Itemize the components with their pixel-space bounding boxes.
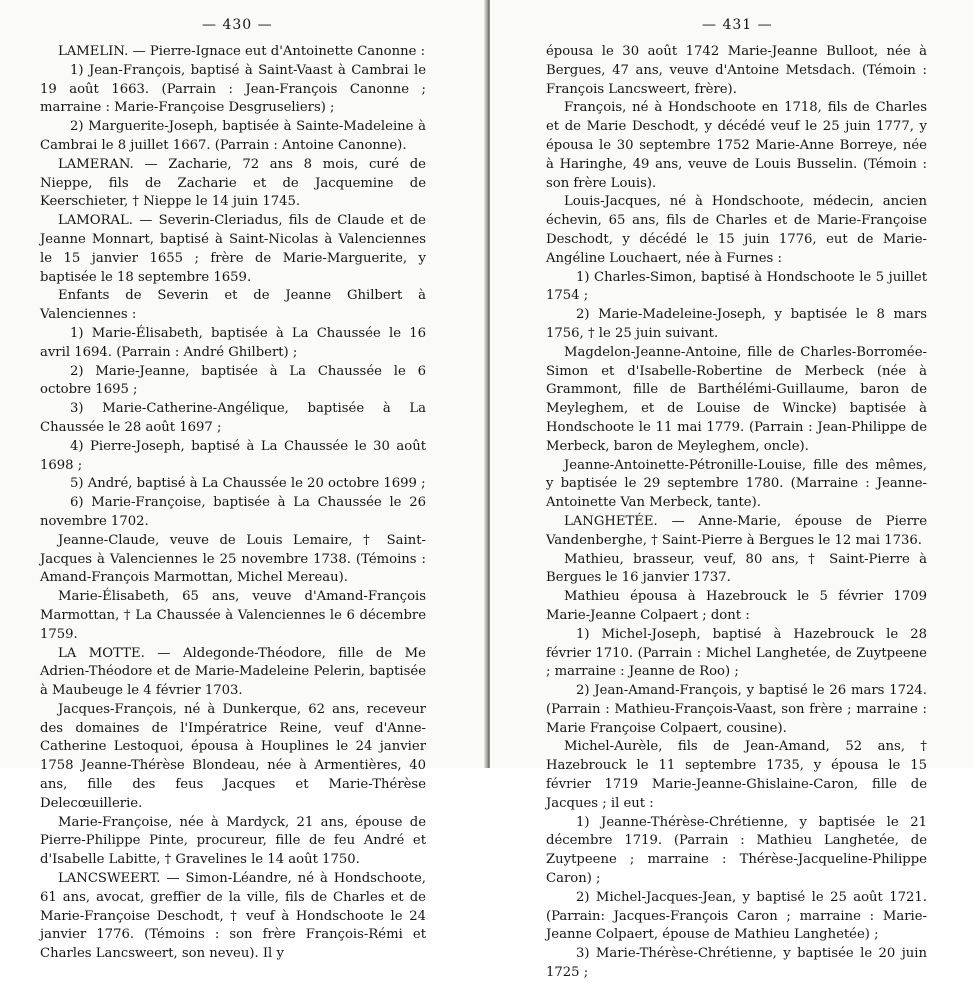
paragraph: 2) Jean-Amand-François, y baptisé le 26 mars 1724. (Parrain : Mathieu-François-Vaast, son frère ; marraine : Marie Françoise Colpaert, cousine). <box>546 683 927 736</box>
paragraph: Jeanne-Claude, veuve de Louis Lemaire, † Saint-Jacques à Valenciennes le 25 novembre 1738. (Témoins : Amand-François Marmottan, Michel Mereau). <box>40 532 426 586</box>
paragraph: 2) Marie-Jeanne, baptisée à La Chaussée le 6 octobre 1695 ; <box>40 363 426 398</box>
paragraph: Marie-Élisabeth, 65 ans, veuve d'Amand-François Marmottan, † La Chaussée à Valenciennes le 6 décembre 1759. <box>40 589 426 642</box>
paragraph: 1) Michel-Joseph, baptisé à Hazebrouck le 28 février 1710. (Parrain : Michel Langhetée, de Zuytpeene ; marraine : Jeanne de Roo) ; <box>546 626 927 680</box>
paragraph: 3) Marie-Thérèse-Chrétienne, y baptisée le 20 juin 1725 ; <box>546 946 927 981</box>
page-number: — 430 — <box>202 17 273 33</box>
paragraph: LANGHETÉE. — Anne-Marie, épouse de Pierre Vandenberghe, † Saint-Pierre à Bergues le 12 mai 1736. <box>546 513 927 548</box>
paragraph: 2) Marguerite-Joseph, baptisée à Sainte-Madeleine à Cambrai le 8 juillet 1667. (Parrain : Antoine Canonne). <box>40 119 426 153</box>
paragraph: 1) Marie-Élisabeth, baptisée à La Chaussée le 16 avril 1694. (Parrain : André Ghilbert) ; <box>40 325 426 360</box>
paragraph: 4) Pierre-Joseph, baptisé à La Chaussée le 30 août 1698 ; <box>40 438 426 473</box>
paragraph: François, né à Hondschoote en 1718, fils de Charles et de Marie Deschodt, y décédé veuf le 25 juin 1777, y épousa le 30 septembre 1752 Marie-Anne Borreye, née à Haringhe, 49 ans, veuve de Louis Busselin. (Témoin : son frère Louis). <box>546 100 927 191</box>
right-page <box>490 0 973 981</box>
paragraph: 1) Jeanne-Thérèse-Chrétienne, y baptisée le 21 décembre 1719. (Parrain : Mathieu Langhetée, de Zuytpeene ; marraine : Thérèse-Jacqueline-Philippe Caron) ; <box>546 814 927 887</box>
paragraph: LAMERAN. — Zacharie, 72 ans 8 mois, curé de Nieppe, fils de Zacharie et de Jacquemine de Keerschieter, † Nieppe le 14 juin 1745. <box>40 156 426 210</box>
paragraph: 1) Jean-François, baptisé à Saint-Vaast à Cambrai le 19 août 1663. (Parrain : Jean-François Canonne ; marraine : Marie-Françoise Desgruseliers) ; <box>40 62 426 116</box>
page-number: — 431 — <box>702 17 773 33</box>
paragraph: Louis-Jacques, né à Hondschoote, médecin, ancien échevin, 65 ans, fils de Charles et de Marie-Françoise Deschodt, y décédé le 15 juin 1776, eut de Marie-Angéline Louchaert, née à Furnes : <box>546 194 927 266</box>
paragraph: Magdelon-Jeanne-Antoine, fille de Charles-Borromée-Simon et d'Isabelle-Robertine de Merbeck (née à Grammont, fille de Barthélémi-Guillaume, baron de Meyleghem, et de Louise de Wincke) baptisée à Hondschoote le 11 mai 1779. (Parrain : Jean-Philippe de Merbeck, baron de Meyleghem, oncle). <box>546 344 927 454</box>
left-page-text <box>40 43 426 964</box>
paragraph: 3) Marie-Catherine-Angélique, baptisée à La Chaussée le 28 août 1697 ; <box>40 401 426 435</box>
paragraph: Mathieu, brasseur, veuf, 80 ans, † Saint-Pierre à Bergues le 16 janvier 1737. <box>546 551 927 586</box>
paragraph: LAMORAL. — Severin-Cleriadus, fils de Claude et de Jeanne Monnart, baptisé à Saint-Nicolas à Valenciennes le 15 janvier 1655 ; frère de Marie-Marguerite, y baptisée le 18 septembre 1659. <box>40 213 426 285</box>
paragraph: Enfants de Severin et de Jeanne Ghilbert à Valenciennes : <box>40 288 426 323</box>
paragraph: 2) Marie-Madeleine-Joseph, y baptisée le 8 mars 1756, † le 25 juin suivant. <box>546 307 927 341</box>
paragraph: LA MOTTE. — Aldegonde-Théodore, fille de Me Adrien-Théodore et de Marie-Madeleine Pelerin, baptisée à Maubeuge le 4 février 1703. <box>40 645 426 699</box>
paragraph: Jeanne-Antoinette-Pétronille-Louise, fille des mêmes, y baptisée le 29 septembre 1780. (Marraine : Jeanne-Antoinette Van Merbeck, tante). <box>546 457 927 511</box>
paragraph: 1) Charles-Simon, baptisé à Hondschoote le 5 juillet 1754 ; <box>546 269 927 304</box>
paragraph: épousa le 30 août 1742 Marie-Jeanne Bulloot, née à Bergues, 47 ans, veuve d'Antoine Metsdach. (Témoin : François Lancsweert, frère). <box>546 44 927 97</box>
paragraph: Michel-Aurèle, fils de Jean-Amand, 52 ans, † Hazebrouck le 11 septembre 1735, y épousa le 15 février 1719 Marie-Jeanne-Ghislaine-Caron, fille de Jacques ; il eut : <box>546 739 927 811</box>
left-page <box>0 0 486 962</box>
paragraph: Marie-Françoise, née à Mardyck, 21 ans, épouse de Pierre-Philippe Pinte, procureur, fille de feu André et d'Isabelle Labitte, † Gravelines le 14 août 1750. <box>40 814 426 868</box>
paragraph: LAMELIN. — Pierre-Ignace eut d'Antoinette Canonne : <box>58 44 426 59</box>
paragraph: 5) André, baptisé à La Chaussée le 20 octobre 1699 ; <box>70 476 426 492</box>
paragraph: 2) Michel-Jacques-Jean, y baptisé le 25 août 1721. (Parrain: Jacques-François Caron ; marraine : Marie-Jeanne Colpaert, épouse de Mathieu Langhetée) ; <box>546 889 927 943</box>
paragraph: 6) Marie-Françoise, baptisée à La Chaussée le 26 novembre 1702. <box>40 495 426 529</box>
paragraph: Mathieu épousa à Hazebrouck le 5 février 1709 Marie-Jeanne Colpaert ; dont : <box>546 589 927 623</box>
paragraph: Jacques-François, né à Dunkerque, 62 ans, receveur des domaines de l'Impératrice Reine, veuf d'Anne-Catherine Lestoquoi, épousa à Houplines le 24 janvier 1758 Jeanne-Thérèse Blondeau, née à Armentières, 40 ans, fille des feus Jacques et Marie-Thérèse Delecœuillerie. <box>40 701 426 811</box>
paragraph: LANCSWEERT. — Simon-Léandre, né à Hondschoote, 61 ans, avocat, greffier de la ville, fils de Charles et de Marie-Françoise Deschodt, † veuf à Hondschoote le 24 janvier 1776. (Témoins : son frère François-Rémi et Charles Lancsweert, son neveu). Il y <box>40 871 426 962</box>
right-page-text <box>546 43 927 983</box>
